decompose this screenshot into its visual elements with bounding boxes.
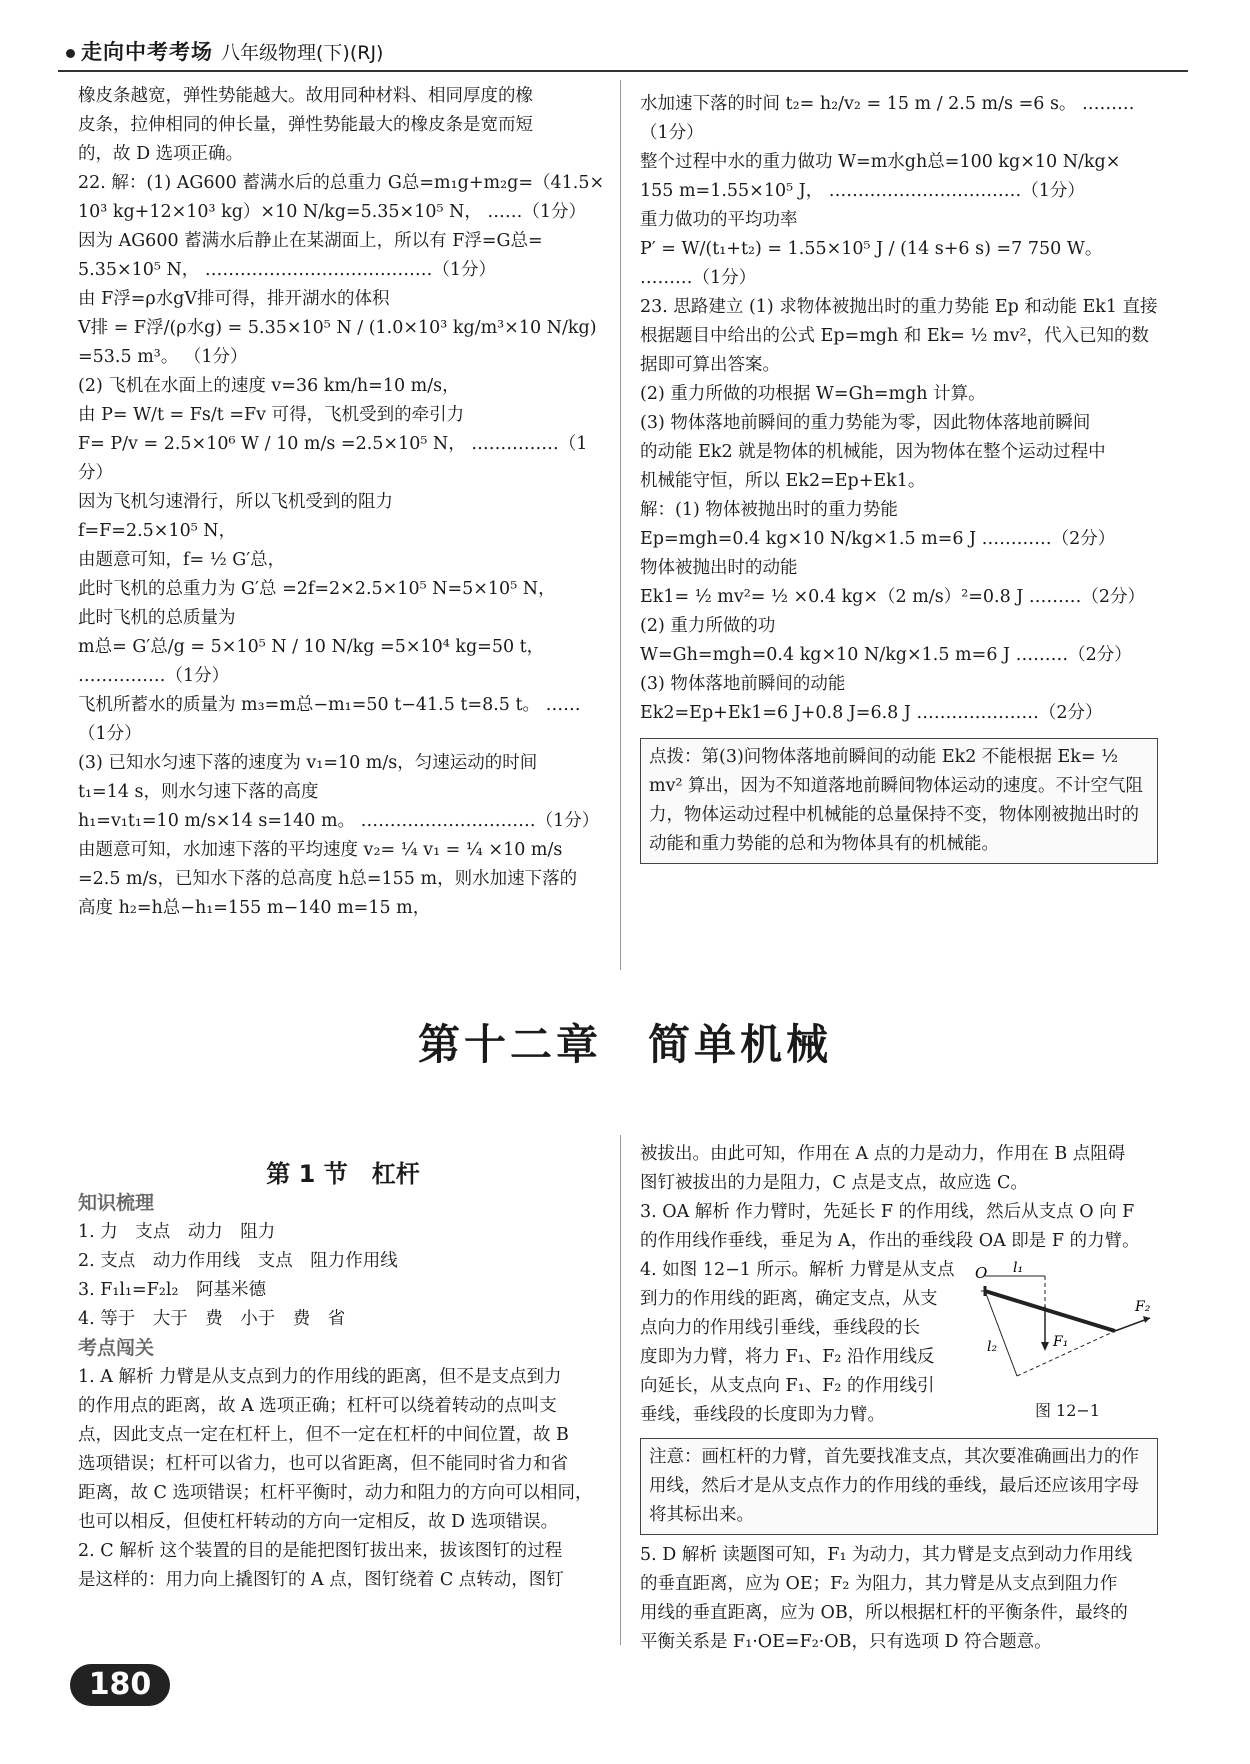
text-line: t₁=14 s，则水匀速下落的高度	[78, 782, 319, 802]
text-line: 由 F浮=ρ水gV排可得，排开湖水的体积	[78, 289, 390, 309]
text-line: 解：(1) 物体被抛出时的重力势能	[640, 500, 898, 520]
series-title: 走向中考考场	[81, 40, 213, 64]
text-line: 平衡关系是 F₁·OE=F₂·OB，只有选项 D 符合题意。	[640, 1632, 1052, 1652]
label-o: O	[975, 1264, 988, 1282]
right-column-bottom	[640, 1140, 1158, 1657]
text-line: (3) 已知水匀速下落的速度为 v₁=10 m/s，匀速运动的时间	[78, 753, 538, 773]
text-line: V排 = F浮/(ρ水g) = 5.35×10⁵ N / (1.0×10³ kg/m³×10 N/kg) =53.5 m³。 （1分）	[78, 318, 597, 367]
text-line: =2.5 m/s，已知水下落的总高度 h总=155 m，则水加速下落的	[78, 869, 578, 889]
text-line: 由 P= W/t = Fs/t =Fv 可得，飞机受到的牵引力	[78, 405, 465, 425]
text-line: 的，故 D 选项正确。	[78, 144, 244, 164]
left-column-top	[78, 82, 608, 923]
text-line: m总= G′总/g = 5×10⁵ N / 10 N/kg =5×10⁴ kg=50 t， ……………（1分）	[78, 637, 545, 686]
text-line: 此时飞机的总重力为 G′总 =2f=2×2.5×10⁵ N=5×10⁵ N，	[78, 579, 556, 599]
text-line: 2. C 解析 这个装置的目的是能把图钉拔出来，拔该图钉的过程	[78, 1541, 563, 1561]
text-line: 物体被抛出时的动能	[640, 558, 798, 578]
page-number: 180	[70, 1664, 170, 1706]
text-line: 皮条，拉伸相同的伸长量，弹性势能最大的橡皮条是宽而短	[78, 115, 533, 135]
figure-caption: 图 12−1	[1034, 1401, 1101, 1420]
label-f1: F₁	[1053, 1334, 1069, 1350]
page-header	[58, 38, 1188, 72]
text-line: 因为飞机匀速滑行，所以飞机受到的阻力	[78, 492, 393, 512]
text-line: 155 m=1.55×10⁵ J， ……………………………（1分）	[640, 181, 1085, 201]
text-line: 根据题目中给出的公式 Ep=mgh 和 Ek= ½ mv²，代入已知的数	[640, 326, 1150, 346]
knowledge-heading: 知识梳理	[78, 1192, 155, 1214]
text-line: 被拔出。由此可知，作用在 A 点的力是动力，作用在 B 点阻碍	[640, 1144, 1126, 1164]
text-line: 重力做功的平均功率	[640, 210, 798, 230]
text-line: 飞机所蓄水的质量为 m₃=m总−m₁=50 t−41.5 t=8.5 t。 ……（1分）	[78, 695, 581, 744]
text-line: 度即为力臂，将力 F₁、F₂ 沿作用线反	[640, 1347, 935, 1367]
exam-heading: 考点闯关	[78, 1337, 155, 1359]
text-line: 4. 如图 12−1 所示。解析 力臂是从支点	[640, 1260, 955, 1280]
text-line: 的垂直距离，应为 OE；F₂ 为阻力，其力臂是从支点到阻力作	[640, 1574, 1118, 1594]
text-line: 因为 AG600 蓄满水后静止在某湖面上，所以有 F浮=G总=	[78, 231, 543, 251]
note-text: 注意：画杠杆的力臂，首先要找准支点，其次要准确画出力的作用线，然后才是从支点作力的作用线的垂线，最后还应该用字母将其标出来。	[649, 1447, 1139, 1525]
bullet-icon	[66, 49, 75, 58]
label-l1: l₁	[1013, 1260, 1024, 1276]
knowledge-item: 1. 力 支点 动力 阻力	[78, 1222, 276, 1242]
text-line: 22. 解：(1) AG600 蓄满水后的总重力 G总=m₁g+m₂g=（41.5×	[78, 173, 605, 193]
text-line: W=Gh=mgh=0.4 kg×10 N/kg×1.5 m=6 J ………（2分）	[640, 645, 1132, 665]
text-line: 23. 思路建立 (1) 求物体被抛出时的重力势能 Ep 和动能 Ek1 直接	[640, 297, 1158, 317]
figure-12-1	[975, 1256, 1160, 1425]
knowledge-item: 2. 支点 动力作用线 支点 阻力作用线	[78, 1251, 398, 1271]
text-line: F= P/v = 2.5×10⁶ W / 10 m/s =2.5×10⁵ N， ……………（1分）	[78, 434, 588, 483]
text-line: 机械能守恒，所以 Ek2=Ep+Ek1。	[640, 471, 926, 491]
text-line: (2) 飞机在水面上的速度 v=36 km/h=10 m/s，	[78, 376, 460, 396]
subject-title: 八年级物理(下)(RJ)	[221, 42, 384, 64]
text-line: h₁=v₁t₁=10 m/s×14 s=140 m。 …………………………（1分）	[78, 811, 600, 831]
text-line: 也可以相反，但使杠杆转动的方向一定相反，故 D 选项错误。	[78, 1512, 559, 1532]
text-line: f=F=2.5×10⁵ N，	[78, 521, 237, 541]
text-line: (3) 物体落地前瞬间的动能	[640, 674, 846, 694]
column-divider-bottom	[620, 1135, 621, 1645]
text-line: Ek1= ½ mv²= ½ ×0.4 kg×（2 m/s）²=0.8 J ………（2分）	[640, 587, 1145, 607]
text-line: 水加速下落的时间 t₂= h₂/v₂ = 15 m / 2.5 m/s =6 s。 ………（1分）	[640, 94, 1135, 143]
text-line: 图钉被拔出的力是阻力，C 点是支点，故应选 C。	[640, 1173, 1028, 1193]
text-line: 5.35×10⁵ N， …………………………………（1分）	[78, 260, 496, 280]
text-line: Ep=mgh=0.4 kg×10 N/kg×1.5 m=6 J …………（2分）	[640, 529, 1116, 549]
text-line: 的动能 Ek2 就是物体的机械能，因为物体在整个运动过程中	[640, 442, 1106, 462]
left-column-bottom	[78, 1160, 608, 1595]
label-f2: F₂	[1135, 1299, 1151, 1315]
text-line: 由题意可知，f= ½ G′总，	[78, 550, 286, 570]
text-line: 5. D 解析 读题图可知，F₁ 为动力，其力臂是支点到动力作用线	[640, 1545, 1133, 1565]
text-line: 的作用线作垂线，垂足为 A，作出的垂线段 OA 即是 F 的力臂。	[640, 1231, 1140, 1251]
text-line: 的作用点的距离，故 A 选项正确；杠杆可以绕着转动的点叫支	[78, 1396, 557, 1416]
text-line: 是这样的：用力向上撬图钉的 A 点，图钉绕着 C 点转动，图钉	[78, 1570, 564, 1590]
knowledge-item: 3. F₁l₁=F₂l₂ 阿基米德	[78, 1280, 266, 1300]
text-line: P′ = W/(t₁+t₂) = 1.55×10⁵ J / (14 s+6 s) =7 750 W。 ………（1分）	[640, 239, 1103, 288]
text-line: (2) 重力所做的功	[640, 616, 776, 636]
text-line: 3. OA 解析 作力臂时，先延长 F 的作用线，然后从支点 O 向 F	[640, 1202, 1135, 1222]
knowledge-item: 4. 等于 大于 费 小于 费 省	[78, 1309, 346, 1329]
text-line: 橡皮条越宽，弹性势能越大。故用同种材料、相同厚度的橡	[78, 86, 533, 106]
lever-diagram	[975, 1256, 1160, 1396]
tip-box	[640, 738, 1158, 864]
text-line: 据即可算出答案。	[640, 355, 780, 375]
text-line: 高度 h₂=h总−h₁=155 m−140 m=15 m，	[78, 898, 431, 918]
text-line: 用线的垂直距离，应为 OB，所以根据杠杆的平衡条件，最终的	[640, 1603, 1128, 1623]
column-divider-top	[620, 80, 621, 970]
chapter-title: 第十二章 简单机械	[417, 1020, 832, 1069]
text-line: 垂线，垂线段的长度即为力臂。	[640, 1405, 885, 1425]
text-line: 由题意可知，水加速下落的平均速度 v₂= ¼ v₁ = ¼ ×10 m/s	[78, 840, 563, 860]
text-line: 点，因此支点一定在杠杆上，但不一定在杠杆的中间位置，故 B	[78, 1425, 569, 1445]
right-column-top	[640, 90, 1158, 864]
text-line: (3) 物体落地前瞬间的重力势能为零，因此物体落地前瞬间	[640, 413, 1091, 433]
text-line: 向延长，从支点向 F₁、F₂ 的作用线引	[640, 1376, 935, 1396]
text-line: 选项错误；杠杆可以省力，也可以省距离，但不能同时省力和省	[78, 1454, 568, 1474]
text-line: 10³ kg+12×10³ kg）×10 N/kg=5.35×10⁵ N， ……（1分）	[78, 202, 587, 222]
text-line: 整个过程中水的重力做功 W=m水gh总=100 kg×10 N/kg×	[640, 152, 1121, 172]
section-title: 第 1 节 杠杆	[266, 1160, 420, 1188]
q4-block	[640, 1256, 1158, 1434]
text-line: 点向力的作用线引垂线，垂线段的长	[640, 1318, 920, 1338]
text-line: 到力的作用线的距离，确定支点，从支	[640, 1289, 938, 1309]
note-box	[640, 1438, 1158, 1535]
text-line: (2) 重力所做的功根据 W=Gh=mgh 计算。	[640, 384, 986, 404]
header-rule	[58, 70, 1188, 72]
text-line: 1. A 解析 力臂是从支点到力的作用线的距离，但不是支点到力	[78, 1367, 562, 1387]
text-line: Ek2=Ep+Ek1=6 J+0.8 J=6.8 J …………………（2分）	[640, 703, 1103, 723]
text-line: 距离，故 C 选项错误；杠杆平衡时，动力和阻力的方向可以相同，	[78, 1483, 593, 1503]
tip-text: 点拨：第(3)问物体落地前瞬间的动能 Ek2 不能根据 Ek= ½ mv² 算出，因为不知道落地前瞬间物体运动的速度。不计空气阻力，物体运动过程中机械能的总量保持不变，物体刚被抛出时的动能和重力势能的总和为物体具有的机械能。	[649, 747, 1144, 854]
text-line: 此时飞机的总质量为	[78, 608, 236, 628]
label-l2: l₂	[987, 1339, 998, 1355]
